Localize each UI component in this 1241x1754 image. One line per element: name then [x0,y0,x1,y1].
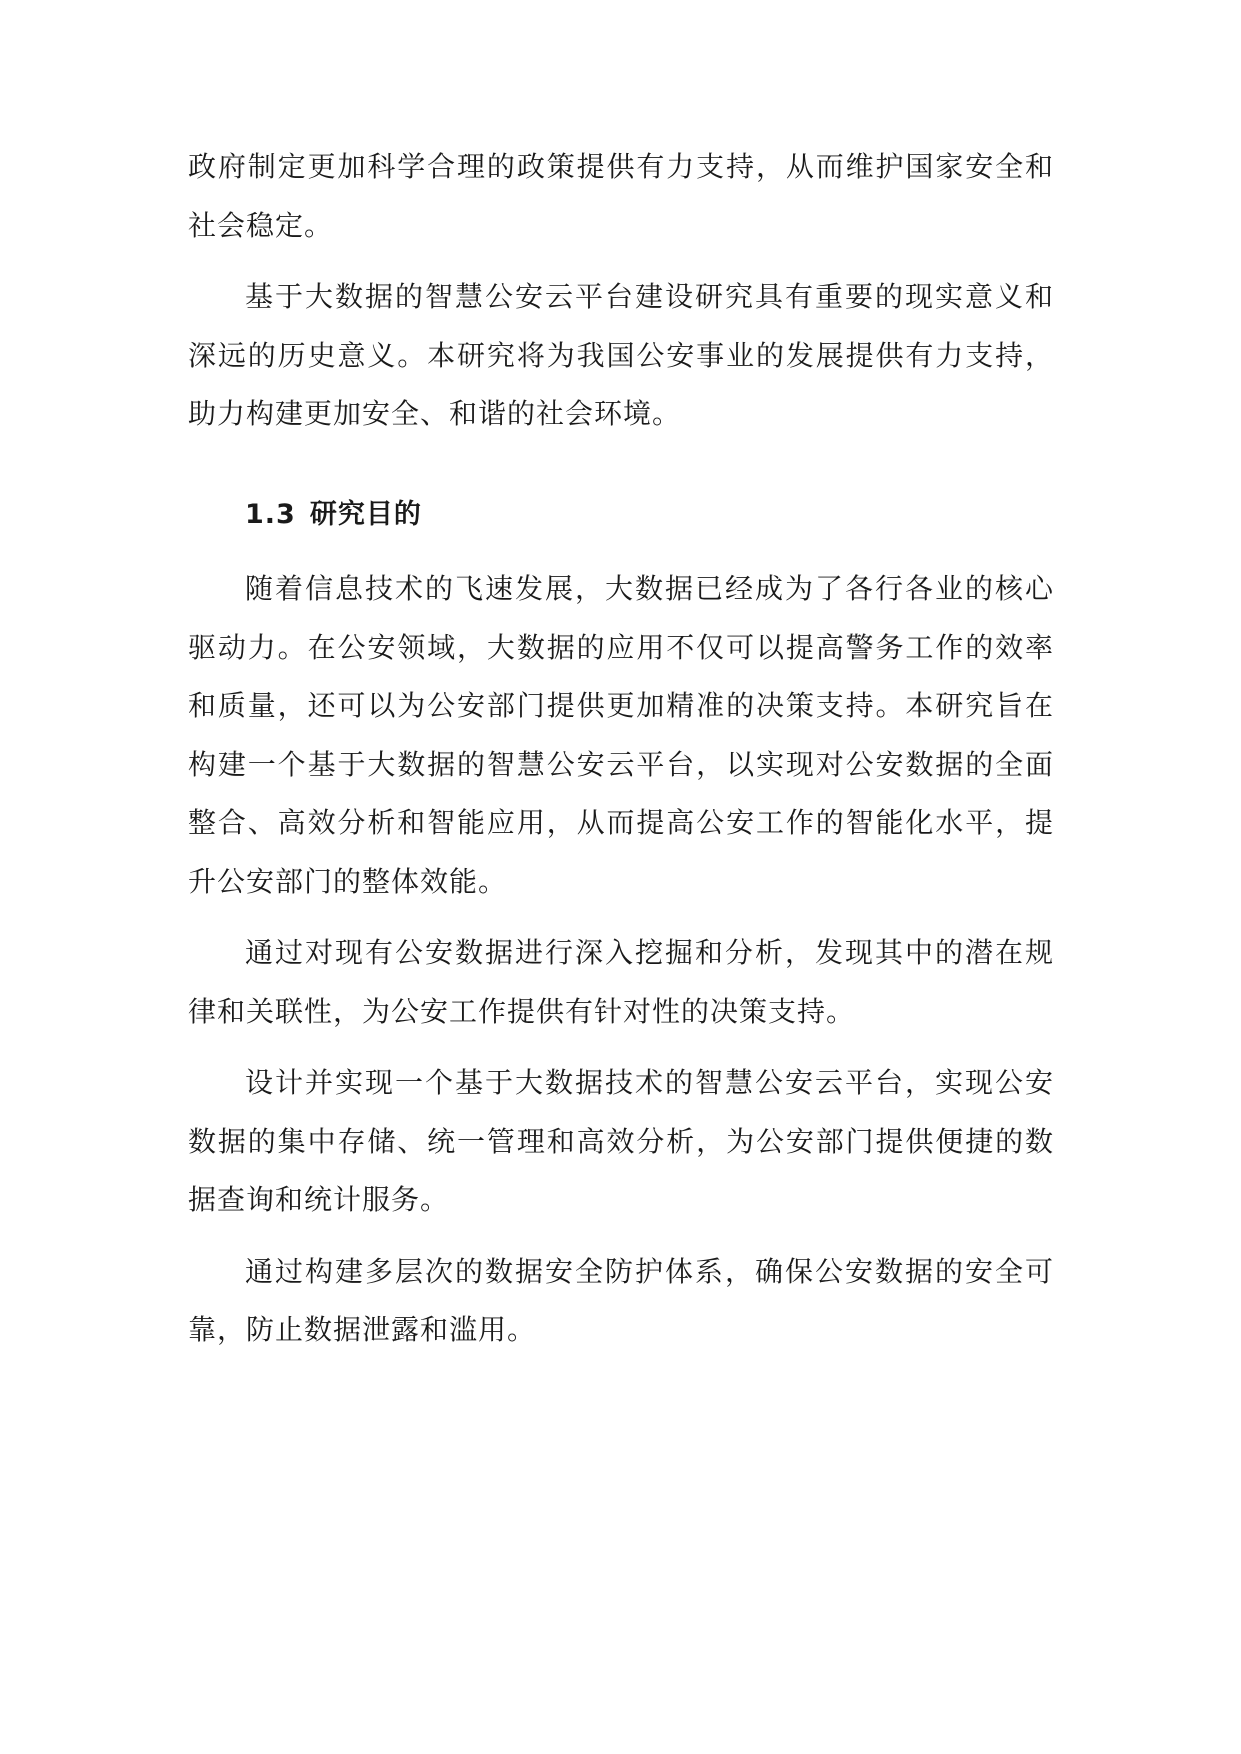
section-heading [188,486,1054,545]
paragraph-purpose-analysis: 通过对现有公安数据进行深入挖掘和分析，发现其中的潜在规律和关联性，为公安工作提供有针对性的决策支持。 [188,936,1054,1028]
section-title: 研究目的 [309,498,422,530]
paragraph-continuation: 政府制定更加科学合理的政策提供有力支持，从而维护国家安全和社会稳定。 [188,150,1054,242]
section-number: 1.3 [245,498,296,530]
paragraph-significance: 基于大数据的智慧公安云平台建设研究具有重要的现实意义和深远的历史意义。本研究将为我国公安事业的发展提供有力支持，助力构建更加安全、和谐的社会环境。 [188,280,1054,430]
paragraph-purpose-platform: 设计并实现一个基于大数据技术的智慧公安云平台，实现公安数据的集中存储、统一管理和高效分析，为公安部门提供便捷的数据查询和统计服务。 [188,1066,1054,1216]
document-page [188,138,1054,1373]
paragraph-purpose-intro: 随着信息技术的飞速发展，大数据已经成为了各行各业的核心驱动力。在公安领域，大数据的应用不仅可以提高警务工作的效率和质量，还可以为公安部门提供更加精准的决策支持。本研究旨在构建一个基于大数据的智慧公安云平台，以实现对公安数据的全面整合、高效分析和智能应用，从而提高公安工作的智能化水平，提升公安部门的整体效能。 [188,572,1054,898]
paragraph-purpose-security: 通过构建多层次的数据安全防护体系，确保公安数据的安全可靠，防止数据泄露和滥用。 [188,1254,1054,1346]
